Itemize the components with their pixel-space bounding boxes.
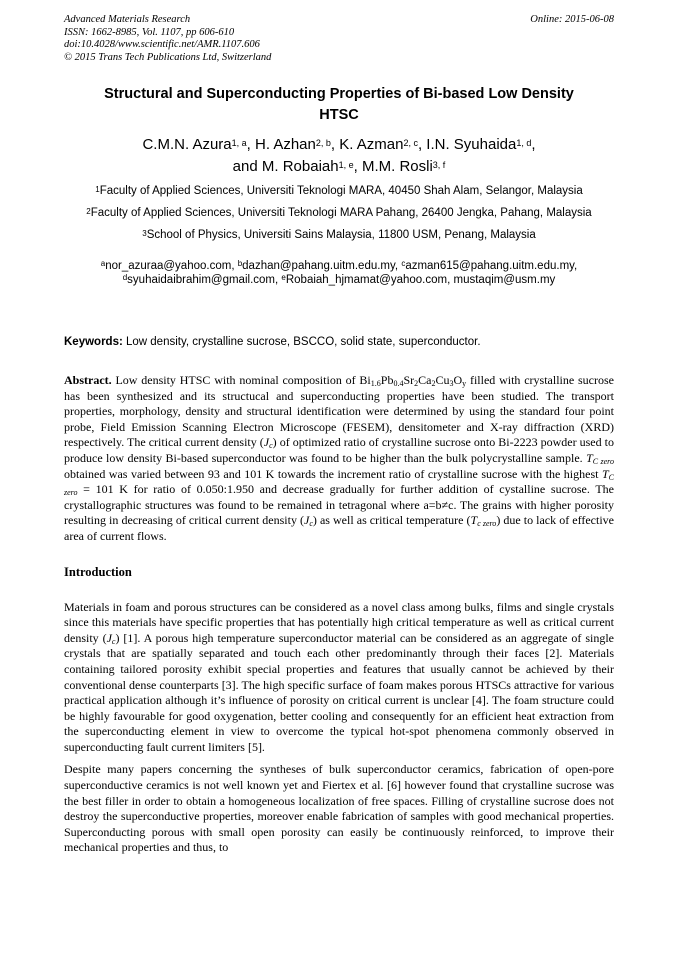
affiliation-3: $^3$School of Physics, Universiti Sains Malaysia, 11800 USM, Penang, Malaysia [142, 229, 536, 241]
affiliation-2: $^2$Faculty of Applied Sciences, Universiti Teknologi MARA Pahang, 26400 Jengka, Pahang, Malaysia [86, 207, 592, 219]
copyright: © 2015 Trans Tech Publications Ltd, Switzerland [64, 51, 272, 63]
email: syuhaidaibrahim@gmail.com [127, 274, 275, 286]
author: I.N. Syuhaida [426, 136, 517, 153]
email: nor_azuraa@yahoo.com [105, 260, 232, 272]
doi: doi:10.4028/www.scientific.net/AMR.1107.606 [64, 39, 260, 50]
email: azman615@pahang.uitm.edu.my [405, 260, 575, 272]
section-heading-introduction: Introduction [64, 564, 132, 579]
author: K. Azman [339, 136, 404, 153]
journal-header [64, 14, 614, 64]
author: M.M. Rosli [361, 158, 433, 175]
email: mustaqim@usm.my [453, 274, 556, 286]
affiliation-1: $^1$Faculty of Applied Sciences, Universiti Teknologi MARA, 40450 Shah Alam, Selangor, Malaysia [95, 185, 583, 197]
affiliations [64, 184, 614, 243]
author-affil: 2, b [315, 138, 331, 148]
author: M. Robaiah [261, 158, 339, 175]
journal-name: Advanced Materials Research [64, 14, 191, 25]
author-affil: 3, f [432, 160, 446, 170]
keywords-label: Keywords: [64, 336, 123, 348]
abstract: Abstract. Low density HTSC with nominal composition of $Bi_{1.6}Pb_{0.4}Sr_2Ca_2Cu_3O_y$ filled with crystalline sucrose has been synthesized and its structucal and superconducting properties have been studied. The transport properties, morphology, density and structural identification were determined by using the standard four point probe, Field Emission Scanning Electron Microscope (FESEM), densitometer and X-ray diffraction (XRD) respectively. The critical current density $(J_c)$ of optimized ratio of crystalline sucrose onto Bi-2223 powder used to produce low density Bi-based superconductor was found to be higher than the bulk polycrystalline sample. $T_{C zero}$ obtained was varied between 93 and 101 K towards the increment ratio of crystalline sucrose with the highest $T_{C zero} = 101$ K for ratio of 0.050:1.950 and decrease gradually for further addition of cystalline sucrose. The crystallographic structures was found to be remained in tetragonal where a=b≠c. The grains with higher porosity resulting in decreasing of critical current density $(J_c)$ as well as critical temperature $(T_{c zero})$ due to lack of effective area of current flows. [64, 373, 615, 543]
online-date: Online: 2015-06-08 [530, 14, 614, 25]
author: H. Azhan [255, 136, 316, 153]
issn: ISSN: 1662-8985, Vol. 1107, pp 606-610 [64, 26, 235, 38]
author-list: C.M.N. Azura$^{1, a}$, H. Azhan$^{2, b}$, K. Azman$^{2, c}$, I.N. Syuhaida$^{1, d}$, and M. Robaiah$^{1, e}$, M.M. Rosli$^{3, f}$ [142, 136, 536, 175]
abstract-label: Abstract. [64, 373, 112, 387]
paper-title: Structural and Superconducting Properties of Bi-based Low Density HTSC [104, 86, 574, 123]
author-affil: 1, a [231, 138, 247, 148]
author: C.M.N. Azura [142, 136, 232, 153]
intro-paragraph-2: Despite many papers concerning the syntheses of bulk superconductor ceramics, fabrication of open-pore superconductive ceramics is not well known yet and Fiertex et al. [6] however found that crystalline sucrose was the best filler in order to obtain a homogeneous localization of free spaces. Filling of crystalline sucrose does not destroy the superconductive properties, moreover enable fabrication of samples with good mechanical properties. Superconducting porous with small open porosity can easily be continuously reinforced, to improve their mechanical properties and thus, to [64, 762, 614, 855]
email: dazhan@pahang.uitm.edu.my [242, 260, 395, 272]
keywords-text: Low density, crystalline sucrose, BSCCO, solid state, superconductor. [126, 336, 481, 348]
author-conjunction: and [232, 158, 262, 175]
author-affil: 1, e [338, 160, 354, 170]
email: Robaiah_hjmamat@yahoo.com [285, 274, 448, 286]
author-affil: 2, c [403, 138, 418, 148]
intro-paragraph-1: Materials in foam and porous structures can be considered as a novel class among bulks, films and single crystals since this materials have specific properties that has potentially high critical temperature as well as critical current density $(J_c)$ [1]. A porous high temperature superconductor material can be considered as an aggregate of single crystals that are spatially separated and touch each other predominantly through their faces [2]. Materials containing tailored porosity exhibit special properties and features that usually cannot be achieved by their conventional dense counterparts [3]. The high specific surface of foam makes porous HTSCs attractive for various practical application although it’s influence of porosity on critical current is unclear [4]. The foam structure could be highly favourable for good oxygenation, better cooling and consequently for an efficient heat extraction from the superconducting element in view to overcome the typical hot-spot phenomena commonly observed in superconducting fault current limiters [5]. [64, 599, 614, 754]
author-affil: 1, d [516, 138, 532, 148]
email-list: $^a$nor_azuraa@yahoo.com, $^b$dazhan@pahang.uitm.edu.my, $^c$azman615@pahang.uitm.edu.my, $^d$syuhaidaibrahim@gmail.com, $^e$Robaiah_hjmamat@yahoo.com, mustaqim@usm.my [100, 259, 578, 286]
keywords [64, 335, 614, 349]
